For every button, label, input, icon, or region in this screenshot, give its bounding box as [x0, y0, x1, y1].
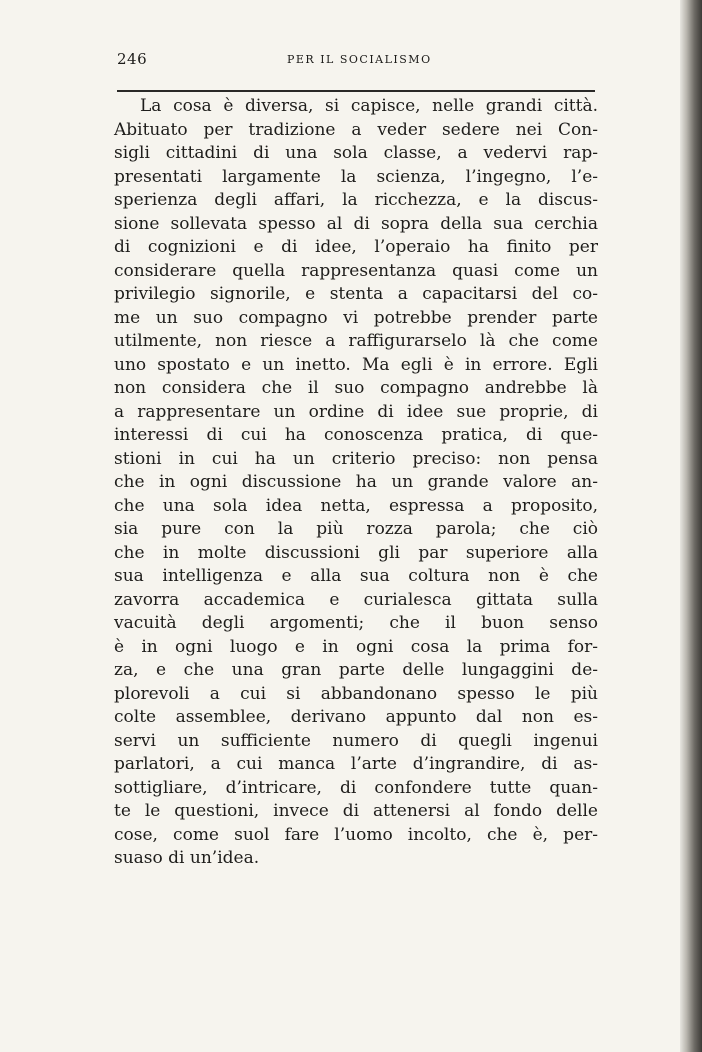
- page-number: 246: [117, 50, 148, 68]
- text-line: sua intelligenza e alla sua coltura non è che: [114, 566, 598, 586]
- text-line: sperienza degli affari, la ricchezza, e la discus-: [114, 190, 598, 210]
- page-binding-edge: [680, 0, 702, 1052]
- text-line: me un suo compagno vi potrebbe prender parte: [114, 307, 598, 328]
- text-line: suaso di un’idea.: [114, 848, 260, 868]
- text-line: Abituato per tradizione a veder sedere nei Con-: [114, 119, 598, 140]
- text-line: uno spostato e un inetto. Ma egli è in errore. Egli: [114, 354, 598, 375]
- text-line: plorevoli a cui si abbandonano spesso le più: [114, 683, 598, 704]
- text-line: di cognizioni e di idee, l’operaio ha finito per: [114, 237, 598, 257]
- running-head: PER IL SOCIALISMO: [287, 53, 432, 66]
- text-line: che una sola idea netta, espressa a proposito,: [114, 495, 598, 516]
- text-line: servi un sufficiente numero di quegli ingenui: [114, 730, 598, 751]
- text-line: considerare quella rappresentanza quasi come un: [114, 260, 598, 281]
- text-line: sigli cittadini di una sola classe, a vedervi rap-: [114, 143, 598, 163]
- page-header: [117, 50, 593, 78]
- text-line: sottigliare, d’intricare, di confondere tutte quan-: [114, 777, 598, 798]
- text-line: che in molte discussioni gli par superiore alla: [114, 542, 598, 563]
- text-line: za, e che una gran parte delle lungaggini de-: [114, 660, 598, 680]
- text-line: utilmente, non riesce a raffigurarselo là che come: [114, 331, 598, 351]
- text-line: è in ogni luogo e in ogni cosa la prima for-: [114, 636, 598, 657]
- text-line: cose, come suol fare l’uomo incolto, che è, per-: [114, 824, 598, 845]
- text-line: La cosa è diversa, si capisce, nelle grandi città.: [140, 96, 598, 116]
- text-line: colte assemblee, derivano appunto dal non es-: [114, 707, 598, 727]
- text-line: privilegio signorile, e stenta a capacitarsi del co-: [114, 284, 598, 304]
- body-paragraph: [114, 95, 598, 871]
- text-line: che in ogni discussione ha un grande valore an-: [114, 472, 598, 492]
- text-line: presentati largamente la scienza, l’ingegno, l’e-: [114, 166, 598, 187]
- text-line: sione sollevata spesso al di sopra della sua cerchia: [114, 213, 598, 234]
- text-line: non considera che il suo compagno andrebbe là: [114, 378, 598, 398]
- text-line: vacuità degli argomenti; che il buon senso: [114, 613, 598, 633]
- text-line: a rappresentare un ordine di idee sue proprie, di: [114, 401, 598, 422]
- text-line: stioni in cui ha un criterio preciso: non pensa: [114, 448, 598, 469]
- text-line: interessi di cui ha conoscenza pratica, di que-: [114, 425, 598, 445]
- header-rule: [117, 90, 595, 92]
- text-line: parlatori, a cui manca l’arte d’ingrandire, di as-: [114, 754, 598, 774]
- text-line: zavorra accademica e curialesca gittata sulla: [114, 589, 598, 610]
- text-line: te le questioni, invece di attenersi al fondo delle: [114, 801, 598, 821]
- text-line: sia pure con la più rozza parola; che ciò: [114, 519, 598, 539]
